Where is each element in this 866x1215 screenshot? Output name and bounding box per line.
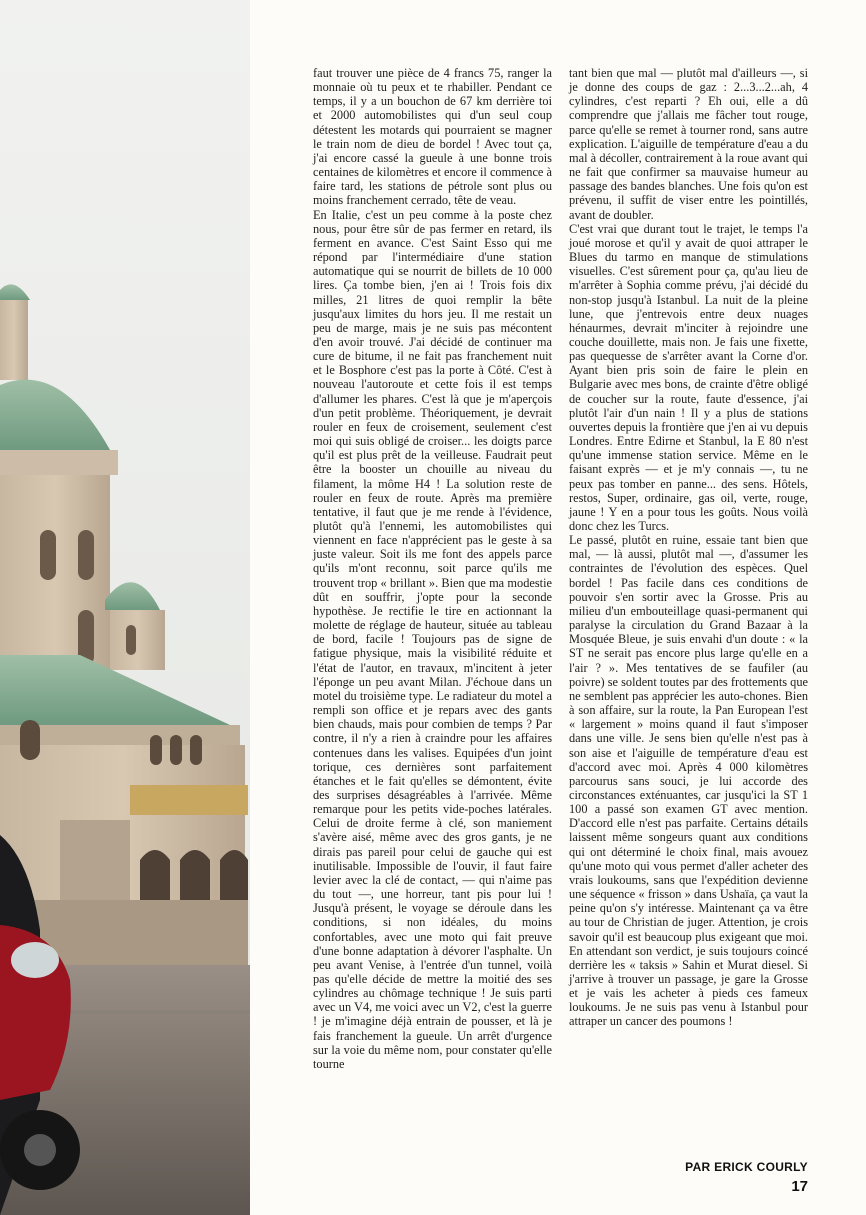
page-number: 17 (791, 1178, 808, 1195)
paragraph: tant bien que mal — plutôt mal d'ailleurs —, si je donne des coups de gaz : 2...3...2...ah, 4 cylindres, c'est reparti ? Eh oui, elle a dû comprendre que j'allais me fâcher tout rouge, parce qu'elle se remet à tourner rond, sans autre explication. L'aiguille de température d'eau a du mal à décoller, contrairement à la roue avant qui ne fait que confirmer sa mauvaise humeur au passage des bandes blanches. Une fois qu'on est prévenu, il suffit de viser entre les pointillés, avant de doubler. (569, 66, 808, 222)
article-column-2 (569, 66, 808, 1029)
paragraph: Le passé, plutôt en ruine, essaie tant bien que mal, — là aussi, plutôt mal —, d'assumer les contraintes de l'évolution des espèces. Quel bordel ! Pas facile dans ces conditions de pouvoir s'en sortir avec la Grosse. Pris au milieu d'un embouteillage quasi-permanent qui paralyse la circulation du Grand Bazaar à la Mosquée Bleue, je suis envahi d'un doute : « la ST ne serait pas encore plus large qu'elle en a l'air ? ». Mes tentatives de se faufiler (au poivre) se soldent toutes par des frottements que ne semblent pas apprécier les auto-chones. Bien à son affaire, sur la route, la Pan European l'est « largement » moins quand il faut s'imposer dans une ville. Je sens bien qu'elle n'est pas à son aise et l'aiguille de température d'eau est d'accord avec moi. Après 4 000 kilomètres parcourus sans souci, je lui accorde des circonstances exténuantes, car jusqu'ici la ST 1 100 a passé son examen GT avec mention. D'accord elle n'est pas parfaite. Certains détails laissent même songeurs quant aux conditions qui ont déterminé le choix final, mais avouez qu'une moto qui vous permet d'aller acheter des vrais loukoums, sans que l'expédition devienne une séquence « frisson » dans Ushaïa, ça vaut la peine qu'on s'y intéresse. Maintenant ça va être au tour de Christian de juger. Attention, je crois savoir qu'il est beaucoup plus exigeant que moi. En attendant son verdict, je suis toujours coincé derrière les « taksis » Sahin et Murat diesel. Si j'arrive à trouver un passage, je gare la Grosse et je vais les acheter à pieds ces fameux loukoums. Je ne suis pas venu à Istanbul pour attraper un cancer des poumons ! (569, 533, 808, 1029)
article-column-1 (313, 66, 552, 1071)
paragraph: C'est vrai que durant tout le trajet, le temps l'a joué morose et qu'il y avait de quoi attraper le Blues du tarmo en manque de stimulations visuelles. C'est sûrement pour ça, qu'au lieu de m'arrêter à Sophia comme prévu, j'ai décidé du non-stop jusqu'à Istanbul. La nuit de la pleine lune, que j'entrevois entre deux nuages hénaurmes, devrait m'inciter à rejoindre une couche douillette, mais non. Je fais une fixette, pas quequesse de s'arrêter avant la Corne d'or. Ayant bien pris soin de faire le plein en Bulgarie avec mes bons, de crainte d'être obligé de coucher sur la route, faute d'essence, j'ai plutôt l'air d'un nain ! Il y a plus de stations ouvertes depuis la frontière que j'en ai vu depuis Londres. Entre Edirne et Stanbul, la E 80 n'est qu'une immense station service. Même en le faisant exprès — et je m'y connais —, tu ne peux pas tomber en panne... des sens. Hôtels, restos, Super, ordinaire, gas oil, verte, rouge, jaune ! Y en a pour tous les goûts. Nous voilà donc chez les Turcs. (569, 221, 808, 533)
author-byline: PAR ERICK COURLY (685, 1160, 808, 1174)
paragraph: En Italie, c'est un peu comme à la poste chez nous, pour être sûr de pas fermer en retard, ils ferment en avance. C'est Saint Esso qui me répond par l'intermédiaire d'une station automatique qui se nourrit de billets de 10 000 lires. Ça tombe bien, j'en ai ! Trois fois dix milles, 21 litres de quoi remplir la bête jusqu'aux limites du hors jeu. Il me restait un peu de marge, mais je ne suis pas mécontent d'en avoir trouvé. J'ai décidé de continuer ma cure de bitume, il ne fait pas franchement nuit et le Bosphore c'est pas la porte à Côté. C'est à nouveau l'autoroute et cette fois il est temps d'allumer les phares. C'est là que je m'aperçois d'un petit problème. Théoriquement, je devrait rouler en feux de croisement, seulement c'est moi qui suis obligé de croiser... les doigts parce qu'il est plus prêt de la veilleuse. Faudrait peut être la booster un chouille au niveau du filament, la môme H4 ! La solution reste de rouler en feux de route. Après ma première tentative, il faut que je me rende à l'évidence, plutôt qu'à l'ennemi, les automobilistes qui viennent en face n'apprécient pas le geste à sa juste valeur. Soit ils me font des appels parce qu'ils m'ont reconnu, soit parce qu'ils me trouvent trop « brillant ». Bien que ma modestie dût en souffrir, j'opte pour la seconde hypothèse. Je rectifie le tire en actionnant la molette de réglage de hauteur, située au tableau de bord, facile ! Toujours pas de signe de fatigue physique, mais la visibilité réduite et l'état de l'autor, en travaux, m'incitent à jeter l'éponge un peu avant Milan. J'échoue dans un motel du troisième type. Le radiateur du motel a rempli son office et je repars avec des gants bien chauds, mais pour combien de temps ? Par contre, il n'y a rien à craindre pour les affaires contenues dans les valises. Equipées d'un joint torique, ces dernières sont parfaitement étanches et le fait qu'elles se démontent, évite des surprises désagréables à l'arrivée. Même remarque pour les petits vide-poches latérales. Celui de droite ferme à clé, son maniement s'avère aisé, même avec des gros gants, je ne dirais pas pareil pour celui de gauche qui est inutilisable. Impossible de l'ouvir, il faut faire levier avec la clé de contact, — qui n'aime pas du tout —, une horreur, tant pis pour lui ! Jusqu'à présent, le voyage se déroule dans les conditions, si non idéales, du moins confortables, avec une moto qui fait preuve d'une bonne adaptation à dévorer l'asphalte. Un peu avant Venise, à l'entrée d'un tunnel, voilà pas qu'elle décide de mettre la moitié des ses cylindres au chômage technique ! Je suis parti avec un V4, me voici avec un V2, c'est la guerre ! je m'imagine déjà entrain de pousser, et là je fais franchement la gueule. Un arrêt d'urgence sur la voie du même nom, pour constater qu'elle tourne (313, 207, 552, 1071)
paragraph: faut trouver une pièce de 4 francs 75, ranger la monnaie où tu peux et te rhabiller. Pendant ce temps, il y a un bouchon de 67 km derrière toi et 2000 automobilistes qui d'un seul coup détestent les motards qui pourraient se magner le train nom de dieu de bordel ! Avec tout ça, j'ai encore cassé la gueule à une bonne trois centaines de kilomètres et encore il commence à faire tard, les stations de pétrole sont plus ou moins franchement cerrado, tête de veau. (313, 66, 552, 208)
cathedral-photo (0, 0, 250, 1215)
